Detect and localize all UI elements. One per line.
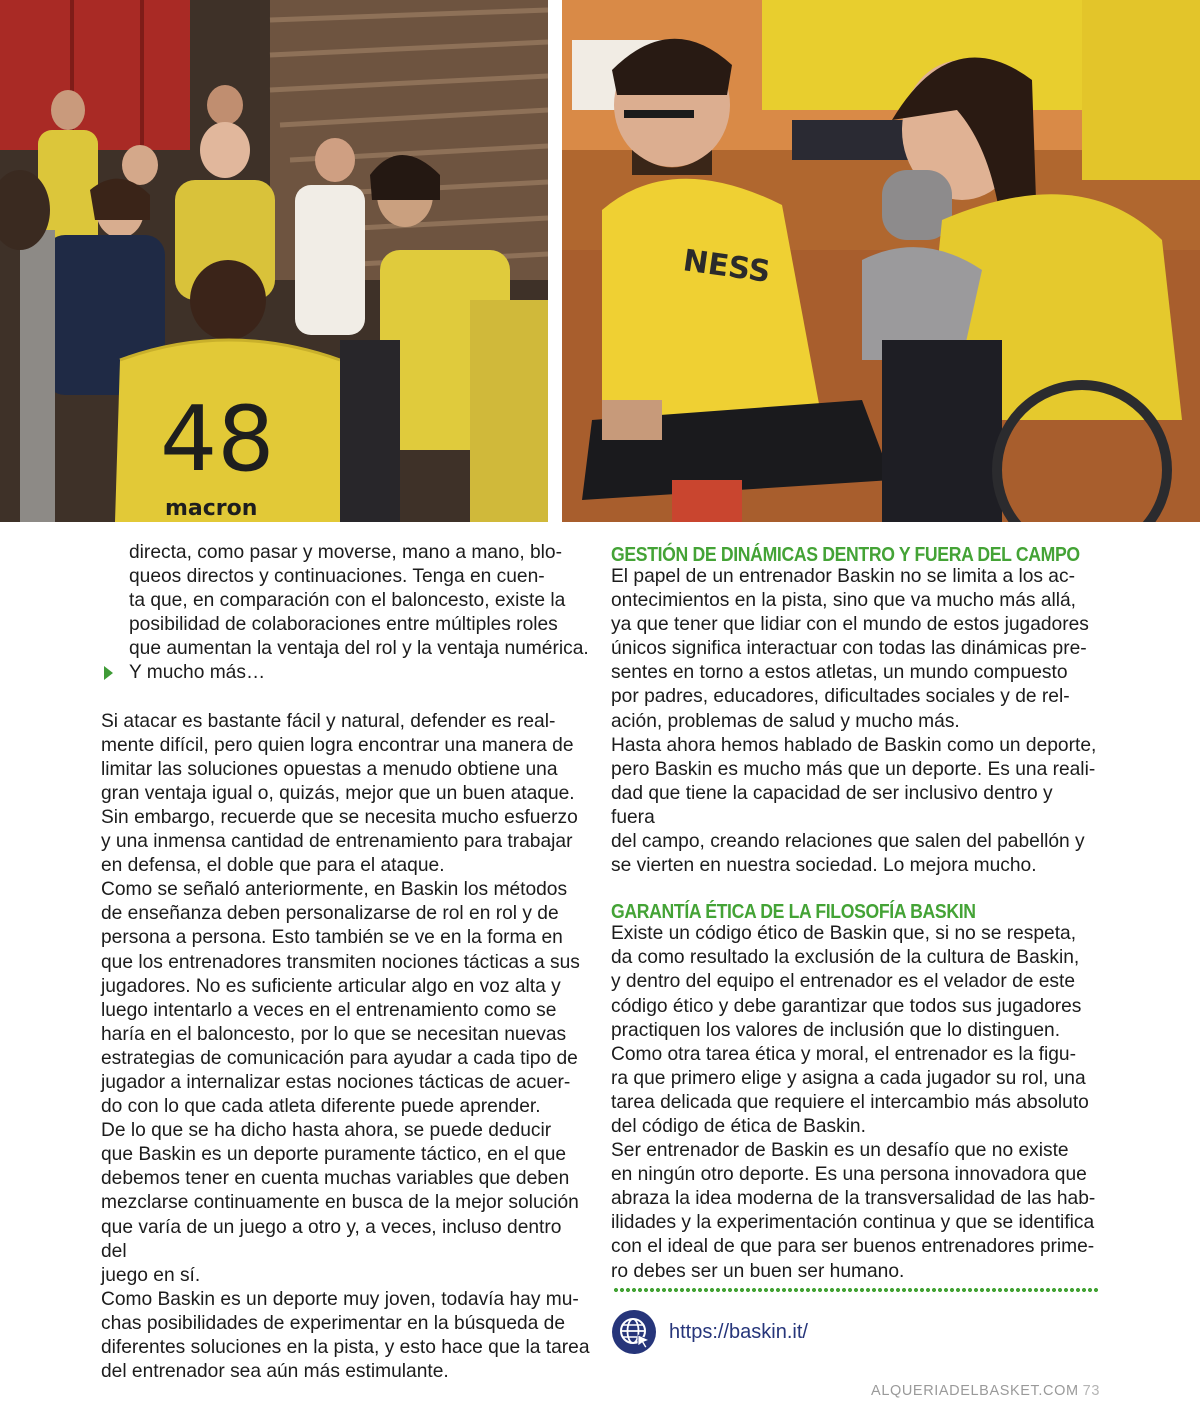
dotted-divider <box>613 1287 1100 1293</box>
globe-cursor-icon <box>611 1309 657 1355</box>
paragraph: Hasta ahora hemos hablado de Baskin como un deporte, pero Baskin es mucho más que un deporte. Es una reali- dad que tiene la capacidad de ser inclusivo dentro y fuera del campo, creando relaciones que salen del pabellón y se vierten en nuestra sociedad. Lo mejora mucho. <box>611 734 1097 877</box>
page-footer <box>871 1383 1100 1399</box>
svg-text:NESS: NESS <box>680 243 773 291</box>
paragraph: Como se señaló anteriormente, en Baskin los métodos de enseñanza deben personalizarse de rol en rol y de persona a persona. Esto también se ve en la forma en que los entrenadores transmiten nociones tácticas a sus jugadores. No es suficiente articular algo en voz alta y luego intentarlo a veces en el entrenamiento como se haría en el baloncesto, por lo que se necesitan nuevas estrategias de comunicación para ayudar a cada tipo de jugador a internalizar estas nociones tácticas de acuer- do con lo que cada atleta diferente puede aprender. <box>101 879 580 1118</box>
right-text-column <box>611 541 1099 1284</box>
team-huddle-photo <box>0 0 548 522</box>
baskin-website-link[interactable]: https://baskin.it/ <box>669 1320 808 1343</box>
team-huddle-illustration <box>0 0 548 522</box>
coach-bench-illustration <box>562 0 1200 522</box>
jersey-number: 48 <box>160 387 275 492</box>
paragraph: Ser entrenador de Baskin es un desafío que no existe en ningún otro deporte. Es una persona innovadora que abraza la idea moderna de la transversalidad de las hab- ilidades y la experimentación continua y que se identifica con el ideal de que para ser buenos entrenadores prime- ro debes ser un buen ser humano. <box>611 1140 1096 1282</box>
paragraph: El papel de un entrenador Baskin no se limita a los ac- ontecimientos en la pista, sino que va mucho más allá, ya que tener que lidiar con el mundo de estos jugadores únicos significa interactuar con todas las dinámicas pre- sentes en torno a estos atletas, un mundo compuesto por padres, educadores, dificultades sociales y de rel- ación, problemas de salud y mucho más. <box>611 566 1089 732</box>
section-heading: GARANTÍA ÉTICA DE LA FILOSOFÍA BASKIN <box>611 900 976 924</box>
left-text-column <box>101 541 590 1384</box>
coach-bench-photo <box>562 0 1200 522</box>
jersey-brand: macron <box>165 496 258 521</box>
bullet-text: Y mucho más… <box>129 662 266 684</box>
footer-site: ALQUERIADELBASKET.COM <box>871 1383 1079 1399</box>
paragraph: Si atacar es bastante fácil y natural, defender es real- mente difícil, pero quien logra encontrar una manera de limitar las soluciones opuestas a menudo obtiene una gran ventaja igual o, quizás, mejor que un buen ataque. Sin embargo, recuerde que se necesita mucho esfuerzo y una inmensa cantidad de entrenamiento para trabajar en defensa, el doble que para el ataque. <box>101 710 578 877</box>
paragraph: Como otra tarea ética y moral, el entrenador es la figu- ra que primero elige y asigna a cada jugador su rol, una tarea delicada que requiere el intercambio más absoluto del código de ética de Baskin. <box>611 1043 1089 1137</box>
bullet-item <box>101 661 590 685</box>
bullet-continuation: directa, como pasar y moverse, mano a mano, blo- queos directos y continuaciones. Tenga en cuen- ta que, en comparación con el baloncesto, existe la posibilidad de colaboraciones entre múltiples roles que aumentan la ventaja del rol y la ventaja numérica. <box>129 542 589 660</box>
section-heading: GESTIÓN DE DINÁMICAS DENTRO Y FUERA DEL CAMPO <box>611 543 1080 566</box>
paragraph: Como Baskin es un deporte muy joven, todavía hay mu- chas posibilidades de experimentar en la búsqueda de diferentes soluciones en la pista, y esto hace que la tarea del entrenador sea aún más estimulante. <box>101 1288 590 1383</box>
paragraph: Existe un código ético de Baskin que, si no se respeta, da como resultado la exclusión de la cultura de Baskin, y dentro del equipo el entrenador es el velador de este código ético y debe garantizar que todos sus jugadores practiquen los valores de inclusión que lo distinguen. <box>611 923 1082 1041</box>
bullet-arrow-icon <box>104 666 113 680</box>
paragraph: De lo que se ha dicho hasta ahora, se puede deducir que Baskin es un deporte puramente táctico, en el que debemos tener en cuenta muchas variables que deben mezclarse continuamente en busca de la mejor solución que varía de un juego a otro y, a veces, incluso dentro del juego en sí. <box>101 1120 579 1286</box>
page-number: 73 <box>1082 1383 1100 1399</box>
website-link-row[interactable] <box>611 1308 808 1356</box>
